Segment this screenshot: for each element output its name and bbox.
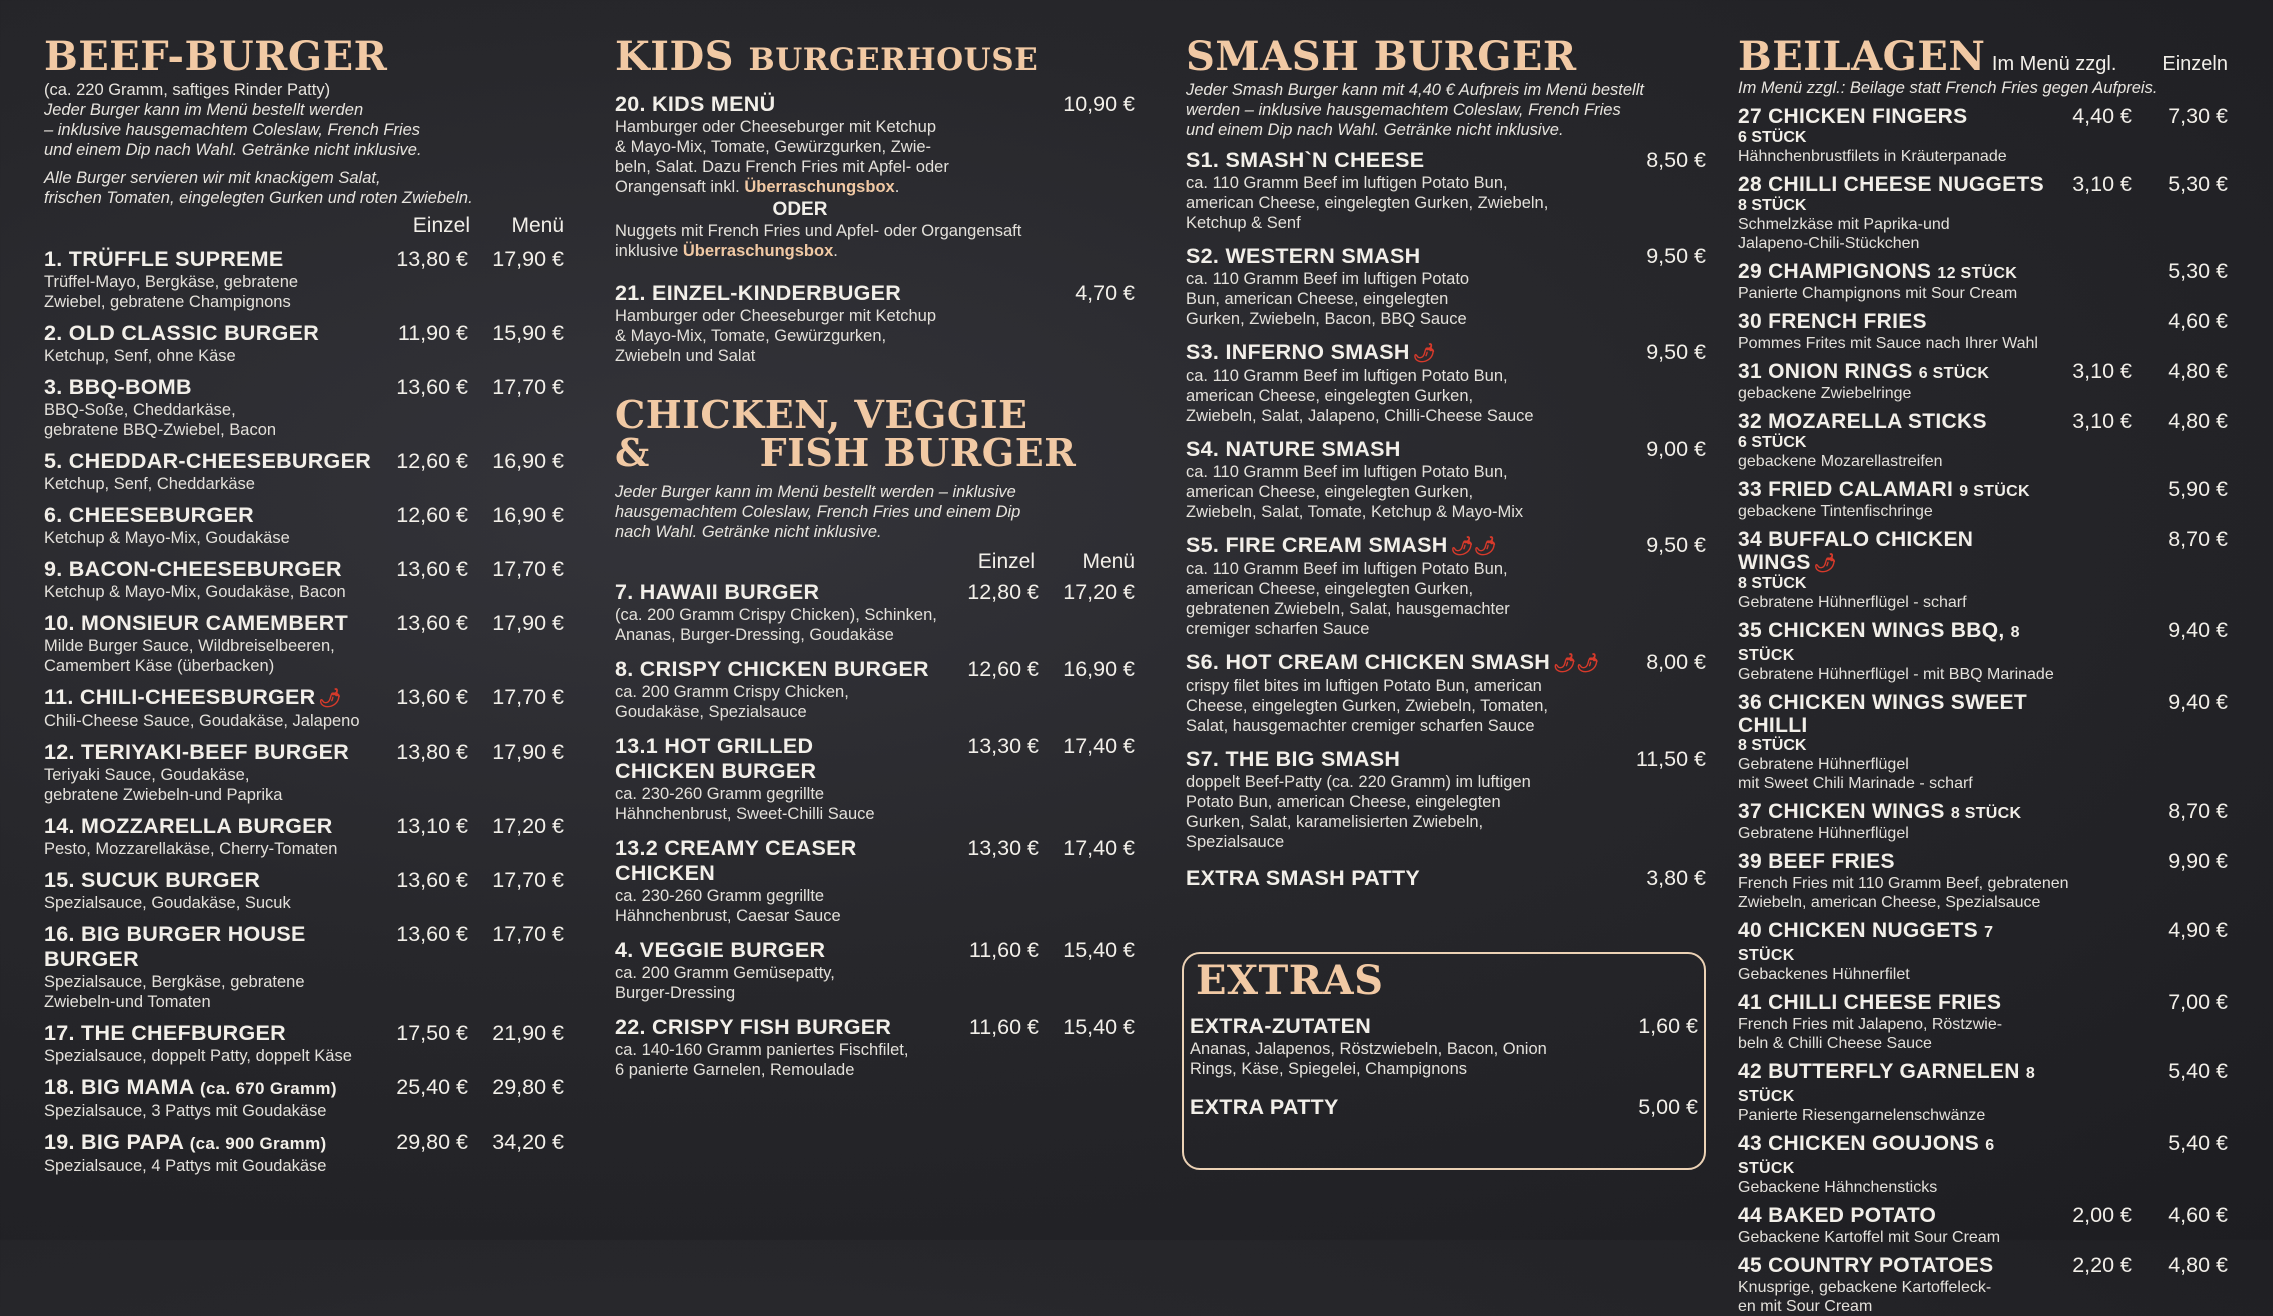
item-description: Milde Burger Sauce, Wildbreiselbeeren, Camembert Käse (überbacken) [44,637,335,675]
item-description: ca. 200 Gramm Crispy Chicken, Goudakäse, Spezialsauce [615,683,849,721]
item-name: 11. CHILI-CHEESBURGER 🌶 [44,685,342,709]
item-name: 36 CHICKEN WINGS SWEET CHILLI [1738,691,2027,737]
price-menu: 16,90 € [492,449,564,473]
price-single: 5,30 € [2168,172,2228,196]
item-description: gebackene Tintenfischringe [1738,503,1933,520]
menu-item[interactable] [615,1015,1135,1080]
price-single: 4,80 € [2168,359,2228,383]
price-single: 4,60 € [2168,1203,2228,1227]
price: 11,50 € [1635,747,1706,771]
item-name: 3. BBQ-BOMB [44,375,192,399]
item-description: Spezialsauce, doppelt Patty, doppelt Käse [44,1047,352,1065]
price-single: 12,60 € [396,449,468,473]
smash-burger-list [1186,148,1706,852]
sides-section [1738,33,2228,1316]
chili-icon: 🌶 [1412,343,1436,363]
extra-smash-patty[interactable]: EXTRA SMASH PATTY 3,80 € [1186,866,1706,890]
item-description: Knusprige, gebackene Kartoffeleck- en mit Sour Cream [1738,1279,1992,1315]
item-description: Chili-Cheese Sauce, Goudakäse, Jalapeno [44,712,360,730]
menu-item[interactable] [1186,437,1706,522]
price-single: 17,50 € [396,1021,468,1045]
item-description: ca. 110 Gramm Beef im luftigen Potato Bun, american Cheese, eingelegten Gurken, Zwiebeln, Bacon, BBQ Sauce [1186,270,1470,328]
item-name: 5. CHEDDAR-CHEESEBURGER [44,449,372,473]
item-name: 8. CRISPY CHICKEN BURGER [615,657,929,681]
price: 8,00 € [1646,650,1706,674]
menu-item[interactable] [44,685,564,731]
item-name: S2. WESTERN SMASH [1186,244,1421,268]
sides-price-headers: Im Menü zzgl. Einzeln [1991,53,2228,75]
menu-item[interactable] [1186,244,1706,329]
menu-item[interactable] [44,868,564,913]
piece-count: 8 STÜCK [1738,1065,2036,1105]
item-name: 42 BUTTERFLY GARNELEN 8 STÜCK [1738,1060,2036,1105]
smash-burger-section [1186,33,1706,891]
item-name: S1. SMASH`N CHEESE [1186,148,1425,172]
menu-item[interactable] [44,247,564,312]
price-menu: 17,70 € [492,557,564,581]
item-description: ca. 200 Gramm Gemüsepatty, Burger-Dressing [615,964,835,1002]
beef-burger-title: BEEF-BURGER [44,33,388,80]
piece-count: 6 STÜCK [1918,365,1990,382]
price-menu: 17,40 € [1063,836,1135,860]
item-description: gebackene Mozarellastreifen [1738,453,1943,470]
price: 9,50 € [1646,533,1706,557]
price-menu-extra: 3,10 € [2072,172,2132,196]
menu-item[interactable]: 21. EINZEL-KINDERBUGER 4,70 € Hamburger oder Cheeseburger mit Ketchup & Mayo-Mix, Tomate, Gewürzgurken, Zwiebeln und Salat [615,281,1135,365]
price-menu: 15,90 € [492,321,564,345]
price-menu: 17,90 € [492,740,564,764]
sides-list [1738,104,2228,1316]
price-single: 11,90 € [397,321,468,345]
menu-item[interactable] [1738,172,2228,253]
menu-item[interactable] [1738,1131,2228,1197]
item-description: Gebackene Kartoffel mit Sour Cream [1738,1229,2001,1246]
item-description: Teriyaki Sauce, Goudakäse, gebratene Zwiebeln-und Paprika [44,766,283,804]
item-description: ca. 110 Gramm Beef im luftigen Potato Bun, american Cheese, eingelegten Gurken, gebratenen Zwiebeln, Salat, hausgemachter cremiger scharfen Sauce [1186,560,1510,638]
price-single: 9,40 € [2168,618,2228,642]
item-name: 22. CRISPY FISH BURGER [615,1015,892,1039]
price-single: 4,60 € [2168,309,2228,333]
price-single: 13,60 € [396,557,468,581]
item-name: 28 CHILLI CHEESE NUGGETS [1738,173,2044,196]
menu-item[interactable] [44,814,564,859]
item-description: ca. 230-260 Gramm gegrillte Hähnchenbrust, Caesar Sauce [615,887,841,925]
item-description: Gebratene Hühnerflügel - mit BBQ Marinade [1738,666,2054,683]
extras-title: EXTRAS [1196,957,1384,1004]
price-menu: 15,40 € [1063,938,1135,962]
item-name: 31 ONION RINGS 6 STÜCK [1738,360,1990,383]
chicken-burger-list [615,580,1135,1080]
item-name: 6. CHEESEBURGER [44,503,254,527]
price-menu: 17,20 € [1063,580,1135,604]
price-single: 13,10 € [396,814,468,838]
item-name: 4. VEGGIE BURGER [615,938,826,962]
item-name: 30 FRENCH FRIES [1738,310,1927,333]
menu-item[interactable] [44,740,564,805]
menu-item[interactable] [1738,849,2228,912]
price-single: 5,40 € [2168,1059,2228,1083]
menu-item[interactable] [1738,990,2228,1053]
item-name: 15. SUCUK BURGER [44,868,261,892]
item-description: Pommes Frites mit Sauce nach Ihrer Wahl [1738,335,2038,352]
chili-icon: 🌶 [1813,553,1837,573]
item-description: Gebratene Hühnerflügel [1738,825,1909,842]
price-menu: 17,70 € [492,922,564,946]
price: 9,50 € [1646,244,1706,268]
item-name: 2. OLD CLASSIC BURGER [44,321,320,345]
item-description: Ketchup & Mayo-Mix, Goudakäse, Bacon [44,583,346,601]
item-description: (ca. 200 Gramm Crispy Chicken), Schinken, Ananas, Burger-Dressing, Goudakäse [615,606,937,644]
price: 9,50 € [1646,340,1706,364]
item-name: S4. NATURE SMASH [1186,437,1401,461]
price-menu: 17,70 € [492,375,564,399]
item-name: 13.2 CREAMY CEASER CHICKEN [615,836,857,885]
menu-item[interactable] [44,1021,564,1066]
price-single: 4,80 € [2168,1253,2228,1277]
price-single: 12,60 € [396,503,468,527]
beef-burger-list [44,247,564,1176]
menu-item[interactable] [44,449,564,494]
piece-count: 6 STÜCK [1738,129,1807,146]
item-description: ca. 230-260 Gramm gegrillte Hähnchenbrust, Sweet-Chilli Sauce [615,785,875,823]
price-single: 13,60 € [396,685,468,709]
chili-icon: 🌶 [318,688,342,708]
menu-item[interactable] [44,922,564,1012]
item-name: S3. INFERNO SMASH 🌶 [1186,340,1436,364]
price-single: 11,60 € [968,938,1039,962]
price-menu: 17,70 € [492,685,564,709]
menu-item[interactable] [1186,747,1706,852]
menu-item[interactable] [44,321,564,366]
item-description: French Fries mit 110 Gramm Beef, gebratenen Zwiebeln, american Cheese, Spezialsauce [1738,875,2069,911]
chicken-price-headers: Einzel Menü [977,550,1135,573]
price-menu: 29,80 € [492,1075,564,1099]
price-single: 29,80 € [396,1130,468,1154]
item-name: 40 CHICKEN NUGGETS 7 STÜCK [1738,919,1994,964]
price-single: 4,90 € [2168,918,2228,942]
item-name: 17. THE CHEFBURGER [44,1021,286,1045]
item-description: Spezialsauce, Bergkäse, gebratene Zwiebeln-und Tomaten [44,973,305,1011]
price-menu: 16,90 € [1063,657,1135,681]
piece-count: 7 STÜCK [1738,924,1994,964]
item-name: 33 FRIED CALAMARI 9 STÜCK [1738,478,2030,501]
menu-item[interactable] [1738,799,2228,843]
item-description: doppelt Beef-Patty (ca. 220 Gramm) im luftigen Potato Bun, american Cheese, eingelegten Gurken, Salat, karamelisierten Zwiebeln, Spezialsauce [1186,773,1531,851]
item-name: 18. BIG MAMA (ca. 670 Gramm) [44,1075,337,1099]
menu-item[interactable] [44,557,564,602]
menu-item[interactable] [1738,104,2228,166]
menu-item[interactable] [1738,527,2228,612]
item-description: Panierte Champignons mit Sour Cream [1738,285,2018,302]
item-description: Gebratene Hühnerflügel - scharf [1738,594,1967,611]
item-description: Pesto, Mozzarellakäse, Cherry-Tomaten [44,840,338,858]
item-description: Trüffel-Mayo, Bergkäse, gebratene Zwiebel, gebratene Champignons [44,273,299,311]
kids-and-chicken-column [615,33,1135,1080]
item-description: Gebackenes Hühnerfilet [1738,966,1910,983]
piece-count: 12 STÜCK [1937,265,2018,282]
menu-item[interactable] [1186,533,1706,639]
price-single: 8,70 € [2168,799,2228,823]
menu-item[interactable] [1738,309,2228,353]
price-single: 13,60 € [396,922,468,946]
item-description: Gebackene Hähnchensticks [1738,1179,1938,1196]
price-single: 7,30 € [2168,104,2228,128]
sides-intro: Im Menü zzgl.: Beilage statt French Fries gegen Aufpreis. [1738,79,2158,97]
price-single: 13,80 € [396,247,468,271]
extras-box [1182,952,1706,1170]
item-description: Spezialsauce, Goudakäse, Sucuk [44,894,291,912]
beef-price-headers: Einzel Menü [412,214,564,237]
menu-item[interactable] [1738,1059,2228,1125]
beef-burger-section [44,33,564,1176]
item-description: ca. 110 Gramm Beef im luftigen Potato Bun, american Cheese, eingelegten Gurken, Zwiebeln, Salat, Tomate, Ketchup & Mayo-Mix [1186,463,1524,521]
item-description: ca. 110 Gramm Beef im luftigen Potato Bun, american Cheese, eingelegten Gurken, Zwiebeln, Ketchup & Senf [1186,174,1549,232]
price-menu: 34,20 € [492,1130,564,1154]
price-single: 13,60 € [396,375,468,399]
smash-title: SMASH BURGER [1186,33,1577,80]
price-single: 13,60 € [396,611,468,635]
item-description: ca. 110 Gramm Beef im luftigen Potato Bun, american Cheese, eingelegten Gurken, Zwiebeln, Salat, Jalapeno, Chilli-Cheese Sauce [1186,367,1534,425]
item-name: 12. TERIYAKI-BEEF BURGER [44,740,350,764]
item-name: 14. MOZZARELLA BURGER [44,814,333,838]
menu-item[interactable] [44,611,564,676]
item-name: 13.1 HOT GRILLED CHICKEN BURGER [615,734,817,783]
item-description: Ketchup, Senf, Cheddarkäse [44,475,255,493]
item-description: gebackene Zwiebelringe [1738,385,1912,402]
menu-item[interactable] [615,734,1135,824]
menu-item[interactable] [1186,650,1706,736]
price-single: 12,60 € [967,657,1039,681]
menu-item[interactable] [1738,1253,2228,1316]
price-single: 8,70 € [2168,527,2228,551]
price-single: 9,40 € [2168,690,2228,714]
item-note: (ca. 670 Gramm) [200,1079,337,1098]
price-menu: 15,40 € [1063,1015,1135,1039]
kids-title: KIDS BURGERHOUSE [615,33,1039,80]
chili-icon: 🌶🌶 [1450,536,1497,556]
item-name: 27 CHICKEN FINGERS [1738,105,1968,128]
item-name: 39 BEEF FRIES [1738,850,1895,873]
price-single: 5,40 € [2168,1131,2228,1155]
menu-item[interactable] [1186,340,1706,426]
extra-zutaten[interactable]: EXTRA-ZUTATEN 1,60 € Ananas, Jalapenos, Röstzwiebeln, Bacon, Onion Rings, Käse, Spiegelei, Champignons [1190,1014,1698,1078]
menu-item[interactable] [615,836,1135,926]
item-name: 1. TRÜFFLE SUPREME [44,247,284,271]
price-menu: 17,40 € [1063,734,1135,758]
menu-item[interactable] [44,1075,564,1121]
piece-count: 8 STÜCK [1738,737,1807,754]
price-single: 7,00 € [2168,990,2228,1014]
piece-count: 6 STÜCK [1738,434,1807,451]
chicken-title: CHICKEN, VEGGIE & FISH BURGER [615,392,1077,475]
menu-item[interactable]: 20. KIDS MENÜ 10,90 € Hamburger oder Cheeseburger mit Ketchup & Mayo-Mix, Tomate, Gewürzgurken, Zwie- beln, Salat. Dazu French Fries mit Apfel- oder Orangensaft inkl. Überraschungsbox. ODER Nuggets mit French Fries und Apfel- oder Organgensaft inklusive Überraschungsbox. [615,92,1135,260]
item-name: S6. HOT CREAM CHICKEN SMASH 🌶🌶 [1186,650,1600,674]
smash-intro: Jeder Smash Burger kann mit 4,40 € Aufpreis im Menü bestellt werden – inklusive hausgemachtem Coleslaw, French Fries und einem Dip nach Wahl. Getränke nicht inklusive. [1186,81,1644,139]
menu-item[interactable] [44,375,564,440]
item-description: Hähnchenbrustfilets in Kräuterpanade [1738,148,2007,165]
item-name: 7. HAWAII BURGER [615,580,820,604]
price-menu-extra: 3,10 € [2072,409,2132,433]
piece-count: 9 STÜCK [1959,483,2030,500]
chicken-intro: Jeder Burger kann im Menü bestellt werden – inklusive hausgemachtem Coleslaw, French Fries und einem Dip nach Wahl. Getränke nicht inklusive. [615,483,1021,541]
item-name: 29 CHAMPIGNONS 12 STÜCK [1738,260,2018,283]
item-name: 16. BIG BURGER HOUSE BURGER [44,922,306,971]
extra-patty[interactable]: EXTRA PATTY 5,00 € [1190,1095,1698,1119]
item-description: French Fries mit Jalapeno, Röstzwie- beln & Chilli Cheese Sauce [1738,1016,2003,1052]
price-menu: 17,90 € [492,611,564,635]
piece-count: 6 STÜCK [1738,1137,1995,1177]
menu-item[interactable] [1738,690,2228,793]
item-description: ca. 140-160 Gramm paniertes Fischfilet, 6 panierte Garnelen, Remoulade [615,1041,909,1079]
price-single: 13,30 € [967,734,1039,758]
menu-item[interactable] [1738,918,2228,984]
chili-icon: 🌶🌶 [1553,653,1600,673]
price-menu: 17,20 € [492,814,564,838]
item-name: 43 CHICKEN GOUJONS 6 STÜCK [1738,1132,1995,1177]
item-note: (ca. 900 Gramm) [189,1134,327,1153]
menu-item[interactable] [1738,618,2228,684]
sides-title: BEILAGEN [1738,33,1986,80]
item-name: 35 CHICKEN WINGS BBQ, 8 STÜCK [1738,619,2020,664]
item-name: 34 BUFFALO CHICKEN WINGS 🌶 [1738,528,1974,574]
beef-intro: (ca. 220 Gramm, saftiges Rinder Patty) Jeder Burger kann im Menü bestellt werden – inklusive hausgemachtem Coleslaw, French Fries und einem Dip nach Wahl. Getränke nicht inklusive. Alle Burger servieren wir mit knackigem Salat, frischen Tomaten, eingelegten Gurken und roten Zwiebeln. [44,81,473,207]
item-description: Ketchup, Senf, ohne Käse [44,347,236,365]
piece-count: 8 STÜCK [1950,805,2022,822]
price-menu: 17,70 € [492,868,564,892]
item-description: crispy filet bites im luftigen Potato Bun, american Cheese, eingelegten Gurken, Zwiebeln, Tomaten, Salat, hausgemachter cremiger scharfen Sauce [1186,677,1549,735]
item-name: 45 COUNTRY POTATOES [1738,1254,1994,1277]
item-description: Schmelzkäse mit Paprika-und Jalapeno-Chili-Stückchen [1738,216,1950,252]
item-name: 9. BACON-CHEESEBURGER [44,557,342,581]
price-single: 13,30 € [967,836,1039,860]
menu-item[interactable] [1738,259,2228,303]
item-description: Gebratene Hühnerflügel mit Sweet Chili Marinade - scharf [1738,756,1973,792]
item-description: Spezialsauce, 3 Pattys mit Goudakäse [44,1102,327,1120]
price: 9,00 € [1646,437,1706,461]
menu-item[interactable] [1738,477,2228,521]
menu-item[interactable] [1738,409,2228,471]
price: 8,50 € [1646,148,1706,172]
item-description: BBQ-Soße, Cheddarkäse, gebratene BBQ-Zwiebel, Bacon [44,401,277,439]
menu-item[interactable] [44,503,564,548]
price-menu-extra: 4,40 € [2072,104,2132,128]
price-single: 25,40 € [396,1075,468,1099]
piece-count: 8 STÜCK [1738,197,1807,214]
price-single: 5,90 € [2168,477,2228,501]
item-name: 41 CHILLI CHEESE FRIES [1738,991,2002,1014]
menu-item[interactable] [615,657,1135,722]
item-name: 44 BAKED POTATO [1738,1204,1937,1227]
price-single: 11,60 € [968,1015,1039,1039]
item-name: 10. MONSIEUR CAMEMBERT [44,611,349,635]
item-name: 32 MOZARELLA STICKS [1738,410,1987,433]
price-menu-extra: 3,10 € [2072,359,2132,383]
item-description: Ketchup & Mayo-Mix, Goudakäse [44,529,290,547]
price-menu: 17,90 € [492,247,564,271]
menu-item[interactable] [44,1130,564,1176]
price-menu-extra: 2,00 € [2072,1203,2132,1227]
item-name: 37 CHICKEN WINGS 8 STÜCK [1738,800,2022,823]
price-single: 9,90 € [2168,849,2228,873]
item-name: S5. FIRE CREAM SMASH 🌶🌶 [1186,533,1497,557]
menu-item[interactable] [615,580,1135,645]
price-single: 12,80 € [967,580,1039,604]
price-menu: 21,90 € [492,1021,564,1045]
menu-item[interactable] [615,938,1135,1003]
menu-item[interactable] [1186,148,1706,233]
piece-count: 8 STÜCK [1738,575,1807,592]
menu-item[interactable] [1738,1203,2228,1247]
price-menu: 16,90 € [492,503,564,527]
price-single: 4,80 € [2168,409,2228,433]
price-single: 5,30 € [2168,259,2228,283]
or-label: ODER [772,199,828,220]
item-name: 19. BIG PAPA (ca. 900 Gramm) [44,1130,327,1154]
menu-item[interactable] [1738,359,2228,403]
piece-count: 8 STÜCK [1738,624,2020,664]
price-single: 13,80 € [396,740,468,764]
item-description: Spezialsauce, 4 Pattys mit Goudakäse [44,1157,327,1175]
item-name: S7. THE BIG SMASH [1186,747,1401,771]
price-menu-extra: 2,20 € [2072,1253,2132,1277]
item-description: Panierte Riesengarnelenschwänze [1738,1107,1986,1124]
price-single: 13,60 € [396,868,468,892]
